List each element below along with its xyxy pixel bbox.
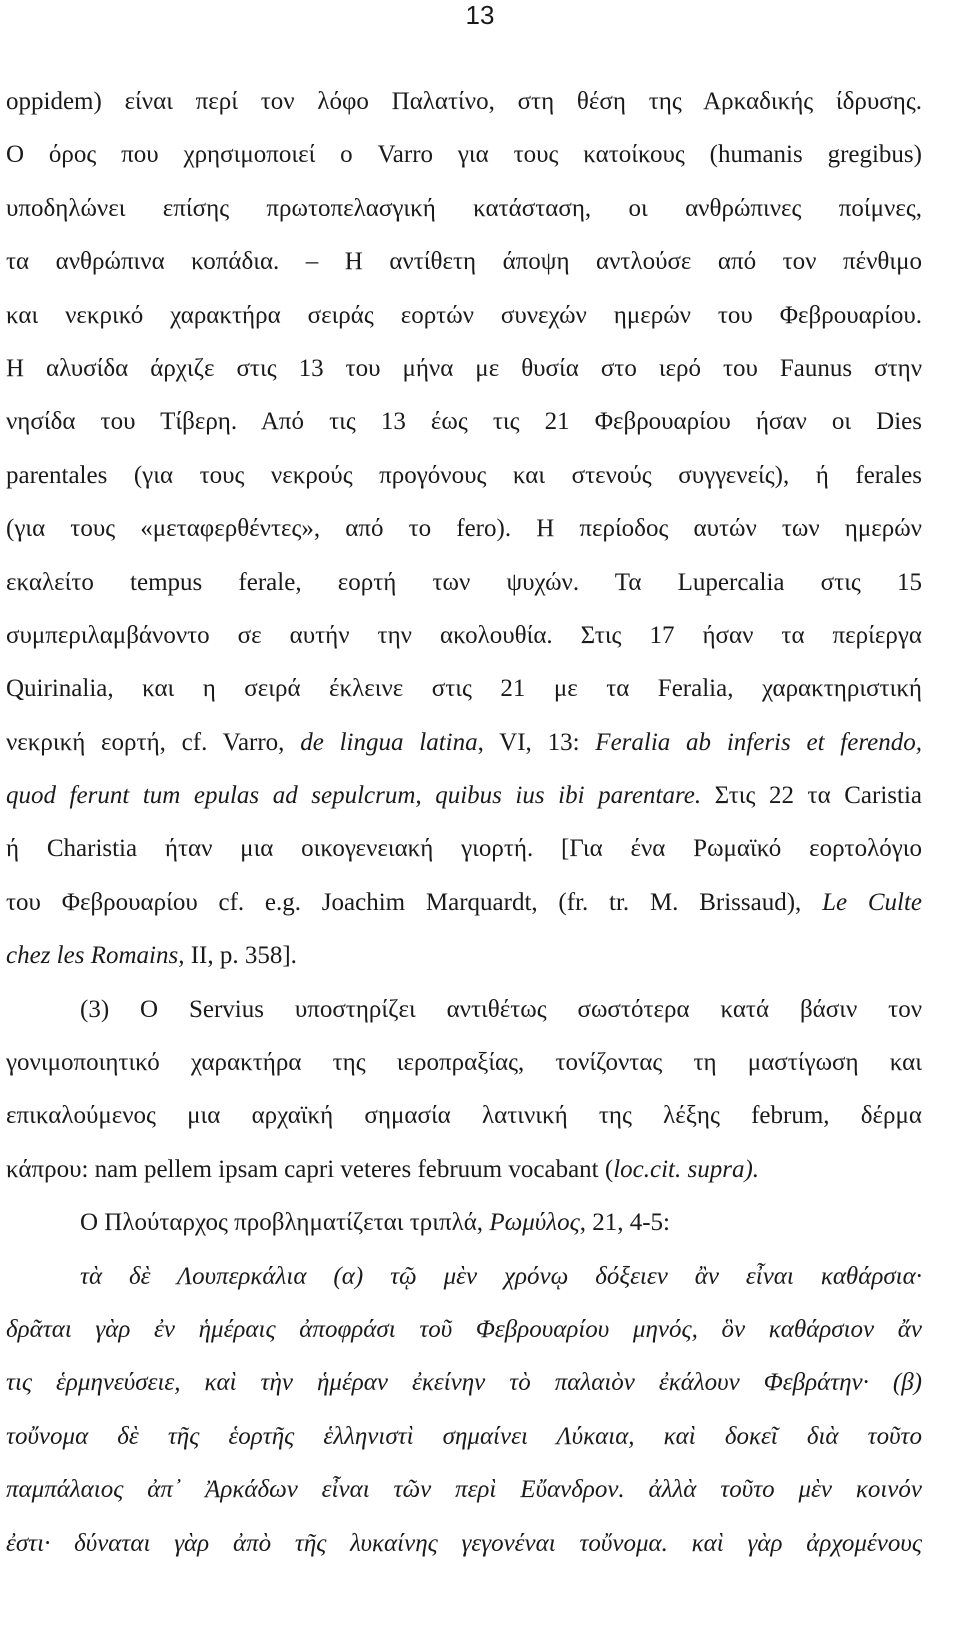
text-segment: εκαλείτο tempus ferale, εορτή των ψυχών. Τα Lupercalia στις 15 (6, 568, 922, 596)
text-line (6, 1089, 922, 1142)
text-segment: του Φεβρουαρίου cf. e.g. Joachim Marquardt, (fr. tr. M. Brissaud), (6, 888, 823, 916)
text-line (6, 1143, 922, 1196)
text-line (6, 1463, 922, 1516)
text-segment: (για τους «μεταφερθέντες», από το fero). Η περίοδος αυτών των ημερών (6, 515, 922, 543)
italic-text-segment: τὰ δὲ Λουπερκάλια (α) τῷ μὲν χρόνῳ δόξειεν ἂν εἶναι καθάρσια· (80, 1262, 922, 1290)
text-segment: , 21, 4-5: (579, 1209, 671, 1237)
text-line (6, 502, 922, 555)
text-line (6, 1410, 922, 1463)
text-segment: Ο Πλούταρχος προβληματίζεται τριπλά, (80, 1209, 490, 1237)
italic-text-segment: chez les Romains, (6, 942, 185, 970)
italic-text-segment: loc.cit. supra). (613, 1155, 760, 1183)
text-line (6, 662, 922, 715)
text-line (6, 983, 922, 1036)
text-line (6, 342, 922, 395)
italic-text-segment: τοὔνομα δὲ τῆς ἑορτῆς ἑλληνιστὶ σημαίνει Λύκαια, καὶ δοκεῖ διὰ τοῦτο (6, 1422, 922, 1450)
text-line (6, 1250, 922, 1303)
italic-text-segment: Ρωμύλος (489, 1209, 580, 1237)
text-segment: Στις 22 τα Caristia (701, 782, 922, 810)
text-line (6, 822, 922, 875)
text-line (6, 609, 922, 662)
italic-text-segment: Le Culte (822, 888, 922, 916)
text-segment: τα ανθρώπινα κοπάδια. – Η αντίθετη άποψη αντλούσε από τον πένθιμο (6, 248, 922, 276)
text-line (6, 1517, 922, 1570)
italic-text-segment: quod ferunt tum epulas ad sepulcrum, quibus ius ibi parentare. (6, 782, 702, 810)
page-number: 13 (465, 0, 495, 30)
text-segment: II, p. 358]. (184, 942, 297, 970)
text-segment: νησίδα του Τίβερη. Από τις 13 έως τις 21 Φεβρουαρίου ήσαν οι Dies (6, 408, 922, 436)
text-segment: , VI, 13: (477, 728, 596, 756)
text-line (6, 1036, 922, 1089)
body-text (6, 75, 922, 1570)
text-segment: υποδηλώνει επίσης πρωτοπελασγική κατάσταση, οι ανθρώπινες ποίμνες, (6, 194, 922, 222)
text-line (6, 716, 922, 769)
text-segment: και νεκρικό χαρακτήρα σειράς εορτών συνεχών ημερών του Φεβρουαρίου. (6, 301, 922, 329)
text-segment: parentales (για τους νεκρούς προγόνους και στενούς συγγενείς), ή ferales (6, 461, 922, 489)
text-line (6, 75, 922, 128)
text-segment: Ο όρος που χρησιμοποιεί ο Varro για τους κατοίκους (humanis gregibus) (6, 141, 922, 169)
text-line (6, 449, 922, 502)
italic-text-segment: δρᾶται γὰρ ἐν ἡμέραις ἀποφράσι τοῦ Φεβρουαρίου μηνός, ὃν καθάρσιον ἄν (6, 1315, 922, 1343)
text-line (6, 556, 922, 609)
text-segment: (3) Ο Servius υποστηρίζει αντιθέτως σωστότερα κατά βάσιν τον (80, 995, 922, 1023)
text-segment: Quirinalia, και η σειρά έκλεινε στις 21 με τα Feralia, χαρακτηριστική (6, 675, 922, 703)
text-line (6, 1303, 922, 1356)
text-line (6, 182, 922, 235)
text-line (6, 1356, 922, 1409)
text-line (6, 289, 922, 342)
italic-text-segment: de lingua latina (300, 728, 478, 756)
text-segment: Η αλυσίδα άρχιζε στις 13 του μήνα με θυσία στο ιερό του Faunus στην (6, 354, 922, 382)
text-line (6, 876, 922, 929)
text-segment: oppidem) είναι περί τον λόφο Παλατίνο, στη θέση της Αρκαδικής ίδρυσης. (6, 88, 922, 115)
italic-text-segment: ἐστι· δύναται γὰρ ἀπὸ τῆς λυκαίνης γεγονέναι τοὔνομα. καὶ γὰρ ἀρχομένους (6, 1529, 922, 1557)
text-segment: επικαλούμενος μια αρχαϊκή σημασία λατινική της λέξης februm, δέρμα (6, 1102, 922, 1130)
text-line (6, 769, 922, 822)
text-line (6, 395, 922, 448)
text-segment: συμπεριλαμβάνοντο σε αυτήν την ακολουθία. Στις 17 ήσαν τα περίεργα (6, 621, 922, 649)
italic-text-segment: παμπάλαιος ἀπ᾽ Ἀρκάδων εἶναι τῶν περὶ Εὔανδρον. ἀλλὰ τοῦτο μὲν κοινόν (6, 1476, 922, 1504)
text-line (6, 235, 922, 288)
text-segment: νεκρική εορτή, cf. Varro, (6, 728, 301, 756)
italic-text-segment: τις ἑρμηνεύσειε, καὶ τὴν ἡμέραν ἐκείνην τὸ παλαιὸν ἐκάλουν Φεβράτην· (β) (6, 1369, 922, 1397)
text-segment: ή Charistia ήταν μια οικογενειακή γιορτή. [Για ένα Ρωμαϊκό εορτολόγιο (6, 835, 922, 863)
text-segment: κάπρου: nam pellem ipsam capri veteres februum vocabant ( (6, 1155, 614, 1183)
text-line (6, 128, 922, 181)
text-line (6, 929, 922, 982)
text-line (6, 1196, 922, 1249)
text-segment: γονιμοποιητικό χαρακτήρα της ιεροπραξίας, τονίζοντας τη μαστίγωση και (6, 1049, 922, 1077)
italic-text-segment: Feralia ab inferis et ferendo, (595, 728, 922, 756)
